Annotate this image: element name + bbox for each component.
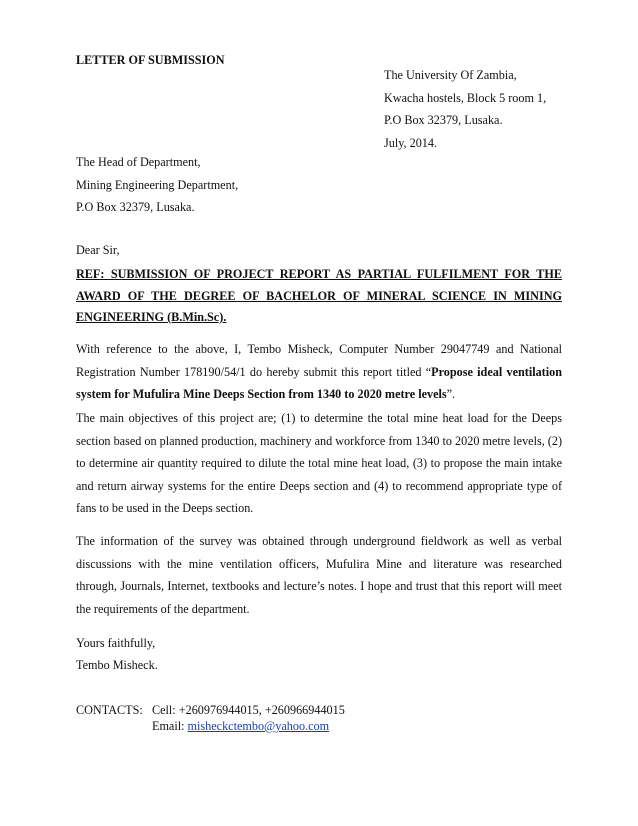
letter-title: LETTER OF SUBMISSION <box>76 53 225 67</box>
paragraph-3: The information of the survey was obtained through underground fieldwork as well as verbal discussions with the mine ventilation officers, Mufulira Mine and literature was researched through, Journals, Internet, textbooks and lecture’s notes. I hope and trust that this report will meet the requirements of the department. <box>76 534 562 616</box>
email-link[interactable]: misheckctembo@yahoo.com <box>187 719 330 733</box>
cell-label: Cell: <box>152 703 176 717</box>
sender-date: July, 2014. <box>384 136 438 150</box>
sender-line-1: The University Of Zambia, <box>384 68 517 82</box>
reference-line: REF: SUBMISSION OF PROJECT REPORT AS PARTIAL FULFILMENT FOR THE AWARD OF THE DEGREE OF BACHELOR OF MINERAL SCIENCE IN MINING ENGINEERING (B.Min.Sc). <box>76 267 562 324</box>
recipient-line-3: P.O Box 32379, Lusaka. <box>76 200 195 214</box>
sender-line-3: P.O Box 32379, Lusaka. <box>384 113 503 127</box>
contacts-label: CONTACTS: <box>76 703 143 717</box>
email-label: Email: <box>152 719 185 733</box>
salutation: Dear Sir, <box>76 243 120 257</box>
closing: Yours faithfully, <box>76 636 156 650</box>
cell-line <box>152 703 345 717</box>
recipient-line-1: The Head of Department, <box>76 155 201 169</box>
project-title: Propose ideal ventilation system for Mufulira Mine Deeps Section from 1340 to 2020 metre levels <box>76 364 563 402</box>
paragraph-1-tail: ”. <box>446 387 456 402</box>
paragraph-1-lead: With reference to the above, I, Tembo Misheck, Computer Number 29047749 and National Registration Number 178190/54/1 do hereby submit this report titled “ <box>76 342 562 379</box>
email-line <box>152 719 329 733</box>
cell-numbers: +260976944015, +260966944015 <box>178 703 345 717</box>
paragraph-2: The main objectives of this project are; (1) to determine the total mine heat load for the Deeps section based on planned production, machinery and workforce from 1340 to 2020 metre levels, (2) to determine air quantity required to dilute the total mine heat load, (3) to propose the main intake and return airway systems for the entire Deeps section and (4) to recommend appropriate type of fans to be used in the Deeps section. <box>76 411 563 516</box>
sender-line-2: Kwacha hostels, Block 5 room 1, <box>384 91 547 105</box>
signature-name: Tembo Misheck. <box>76 658 158 672</box>
paragraph-1 <box>76 338 562 406</box>
recipient-line-2: Mining Engineering Department, <box>76 178 239 192</box>
